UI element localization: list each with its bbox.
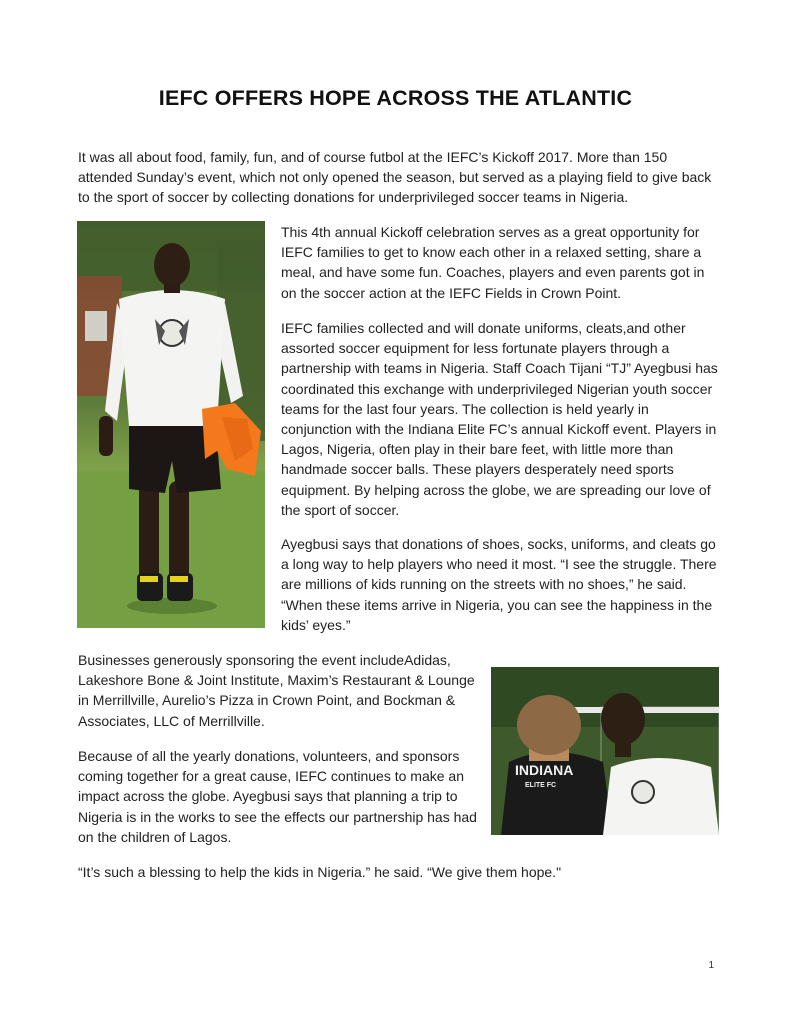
quote-paragraph: Ayegbusi says that donations of shoes, socks, uniforms, and cleats go a long way to help players who need it most. “I see the struggle. There are millions of kids running on the streets with no shoes,” he said. “When these items arrive in Nigeria, you can see the happiness in the kids’ eyes.” — [281, 536, 717, 633]
coach-and-player-photo — [491, 667, 719, 835]
closing-quote: “It’s such a blessing to help the kids in Nigeria.” he said. “We give them hope." — [78, 864, 562, 880]
jersey-text-indiana: INDIANA — [515, 762, 574, 778]
impact-paragraph: Because of all the yearly donations, volunteers, and sponsors coming together for a great cause, IEFC continues to make an impact across the globe. Ayegbusi says that planning a trip to Nigeria is in the works to see the effects our partnership has had on the children of Lagos. — [78, 748, 477, 845]
page-title: IEFC OFFERS HOPE ACROSS THE ATLANTIC — [158, 86, 633, 110]
celebration-paragraph: This 4th annual Kickoff celebration serves as a great opportunity for IEFC families to get to know each other in a relaxed setting, share a meal, and have some fun. Coaches, players and even parents got in on the soccer action at the IEFC Fields in Crown Point. — [281, 224, 705, 301]
donations-paragraph: IEFC families collected and will donate uniforms, cleats,and other assorted soccer equipment for less fortunate players through a partnership with teams in Nigeria. Staff Coach Tijani “TJ” Ayegbusi has coordinated this exchange with underprivileged Nigerian youth soccer teams for the last four years. The collection is held yearly in conjunction with the Indiana Elite FC’s annual Kickoff event. Players in Lagos, Nigeria, often play in their bare feet, with little more than handmade soccer balls. These players desperately need sports equipment. By helping across the globe, we are spreading our love of the sport of soccer. — [281, 320, 718, 518]
jersey-text-elite-fc: ELITE FC — [525, 782, 557, 789]
sponsors-paragraph: Businesses generously sponsoring the event includeAdidas, Lakeshore Bone & Joint Institute, Maxim’s Restaurant & Lounge in Merrillville, Aurelio’s Pizza in Crown Point, and Bockman & Associates, LLC of Merrillville. — [78, 652, 475, 729]
coach-walking-photo — [77, 221, 265, 628]
page-number: 1 — [708, 960, 714, 971]
intro-paragraph: It was all about food, family, fun, and of course futbol at the IEFC’s Kickoff 2017. More than 150 attended Sunday’s event, which not only opened the season, but served as a playing field to give back to the sport of soccer by collecting donations for underprivileged soccer teams in Nigeria. — [78, 149, 712, 206]
